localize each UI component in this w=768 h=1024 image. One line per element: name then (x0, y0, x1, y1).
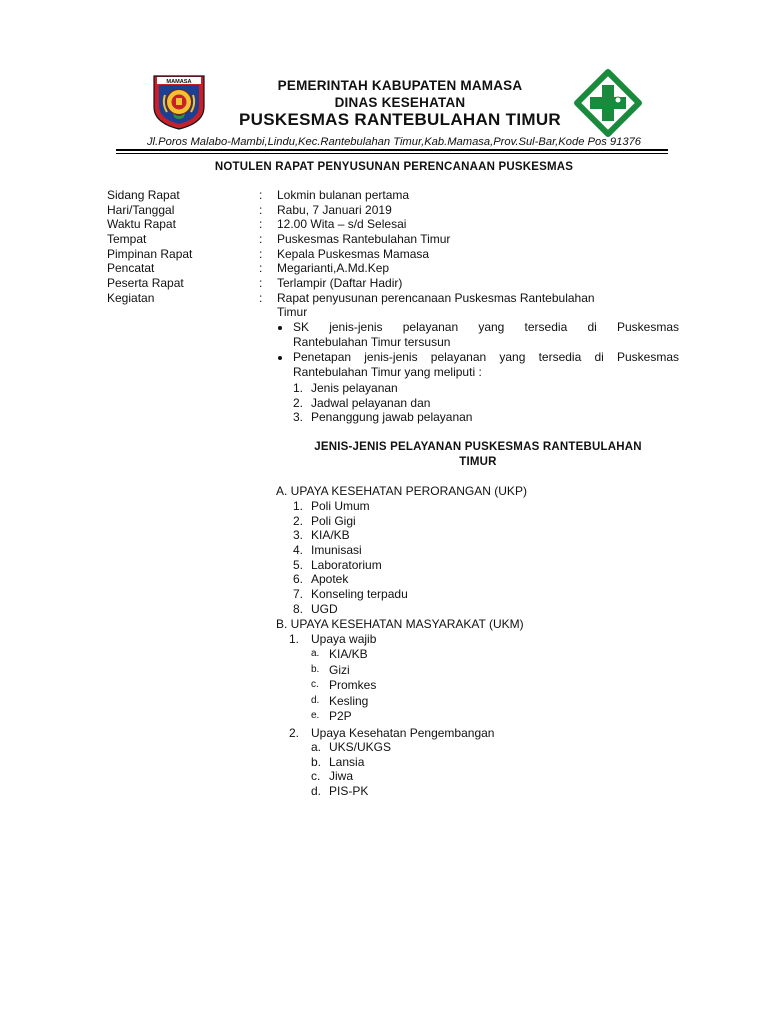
item-text: Imunisasi (311, 543, 362, 558)
item-letter: e. (311, 710, 320, 722)
item-text: UKS/UKGS (329, 740, 392, 754)
item-text: Kesling (329, 693, 369, 708)
item-text: Laboratorium (311, 557, 382, 572)
item-letter: b. (311, 663, 320, 675)
meta-colon: : (259, 261, 263, 276)
item-number: 2. (293, 395, 304, 410)
meta-colon: : (259, 202, 263, 217)
meta-label: Peserta Rapat (107, 276, 184, 291)
item-text: Konseling terpadu (311, 587, 408, 602)
meta-colon: : (259, 232, 263, 247)
meta-colon: : (259, 290, 263, 305)
item-number: 1. (289, 632, 300, 646)
meta-value: Rabu, 7 Januari 2019 (277, 202, 392, 217)
header-department-line: DINAS KESEHATAN (334, 95, 466, 110)
meta-value: Rapat penyusunan perencanaan Puskesmas Rantebulahan (277, 290, 595, 305)
header-government-line: PEMERINTAH KABUPATEN MAMASA (277, 78, 523, 93)
item-text: KIA/KB (311, 528, 350, 543)
bullet-2-line-2: Rantebulahan Timur yang meliputi : (293, 365, 482, 379)
item-letter: a. (311, 648, 320, 659)
item-letter: c. (311, 679, 319, 691)
letterhead-address: Jl.Poros Malabo-Mambi,Lindu,Kec.Rantebulahan Timur,Kab.Mamasa,Prov.Sul-Bar,Kode Pos 91376 (146, 136, 642, 148)
meta-colon: : (259, 188, 263, 202)
item-letter: c. (311, 769, 321, 784)
bullet-dot-icon (278, 326, 282, 330)
item-text: Jiwa (329, 769, 354, 784)
letterhead-rule-thick (116, 149, 668, 151)
meta-value: Megarianti,A.Md.Kep (277, 261, 390, 276)
item-text: UGD (311, 601, 338, 616)
header-puskesmas-name: PUSKESMAS RANTEBULAHAN TIMUR (239, 110, 561, 129)
meta-value: Puskesmas Rantebulahan Timur (277, 232, 451, 247)
item-number: 4. (293, 543, 304, 558)
meta-value: Kepala Puskesmas Mamasa (277, 246, 430, 261)
item-text: P2P (329, 709, 352, 724)
document-title: NOTULEN RAPAT PENYUSUNAN PERENCANAAN PUSKESMAS (214, 161, 574, 173)
item-text: Gizi (329, 662, 350, 677)
item-text: Jadwal pelayanan dan (311, 395, 431, 410)
item-text: Jenis pelayanan (311, 381, 398, 395)
item-number: 2. (289, 726, 300, 740)
item-letter: b. (311, 754, 322, 769)
item-number: 8. (293, 601, 304, 616)
section-title-line-1: JENIS-JENIS PELAYANAN PUSKESMAS RANTEBULAHAN (314, 441, 642, 453)
item-text: Poli Gigi (311, 513, 356, 528)
seal-text: MAMASA (166, 79, 192, 85)
meta-value: Lokmin bulanan pertama (277, 188, 410, 202)
letterhead-rule-thin (116, 153, 668, 154)
meta-label: Kegiatan (107, 290, 155, 305)
item-letter: d. (311, 694, 320, 706)
meta-label: Hari/Tanggal (107, 202, 175, 217)
services-section-title (276, 440, 680, 470)
item-text: Apotek (311, 572, 349, 587)
meta-label: Pencatat (107, 261, 155, 276)
meta-colon: : (259, 246, 263, 261)
item-number: 1. (293, 499, 304, 513)
bullet-1-line-1: SK jenis-jenis pelayanan yang tersedia di Puskesmas (293, 320, 679, 334)
item-text: Poli Umum (311, 499, 370, 513)
puskesmas-health-cross-logo (574, 69, 642, 137)
item-text: KIA/KB (329, 647, 368, 661)
bullet-1-line-2: Rantebulahan Timur tersusun (293, 335, 451, 349)
ukp-heading: A. UPAYA KESEHATAN PERORANGAN (UKP) (276, 484, 527, 498)
item-number: 3. (293, 410, 304, 425)
meta-label: Tempat (107, 232, 147, 247)
item-number: 6. (293, 572, 304, 587)
item-letter: a. (311, 740, 322, 754)
item-text: Penanggung jawab pelayanan (311, 410, 473, 425)
item-number: 2. (293, 513, 304, 528)
bullet-2-line-1: Penetapan jenis-jenis pelayanan yang tersedia di Puskesmas (293, 350, 679, 364)
item-text: PIS-PK (329, 784, 369, 799)
mamasa-regency-seal-logo (151, 73, 207, 131)
item-text: Upaya Kesehatan Pengembangan (311, 726, 495, 740)
item-text: Promkes (329, 678, 377, 693)
section-title-line-2: TIMUR (459, 456, 497, 468)
item-number: 3. (293, 528, 304, 543)
meta-colon: : (259, 276, 263, 291)
kegiatan-continuation: Timur (277, 305, 308, 319)
meta-label: Sidang Rapat (107, 188, 180, 202)
item-number: 1. (293, 381, 304, 395)
item-text: Upaya wajib (311, 632, 377, 646)
meta-label: Waktu Rapat (107, 217, 176, 232)
meta-colon: : (259, 217, 263, 232)
meta-value: Terlampir (Daftar Hadir) (277, 276, 403, 291)
item-letter: d. (311, 784, 322, 799)
item-number: 5. (293, 557, 304, 572)
item-number: 7. (293, 587, 304, 602)
meta-label: Pimpinan Rapat (107, 246, 193, 261)
item-text: Lansia (329, 754, 365, 769)
ukm-heading: B. UPAYA KESEHATAN MASYARAKAT (UKM) (276, 617, 524, 631)
meta-value: 12.00 Wita – s/d Selesai (277, 217, 407, 232)
bullet-dot-icon (278, 356, 282, 360)
